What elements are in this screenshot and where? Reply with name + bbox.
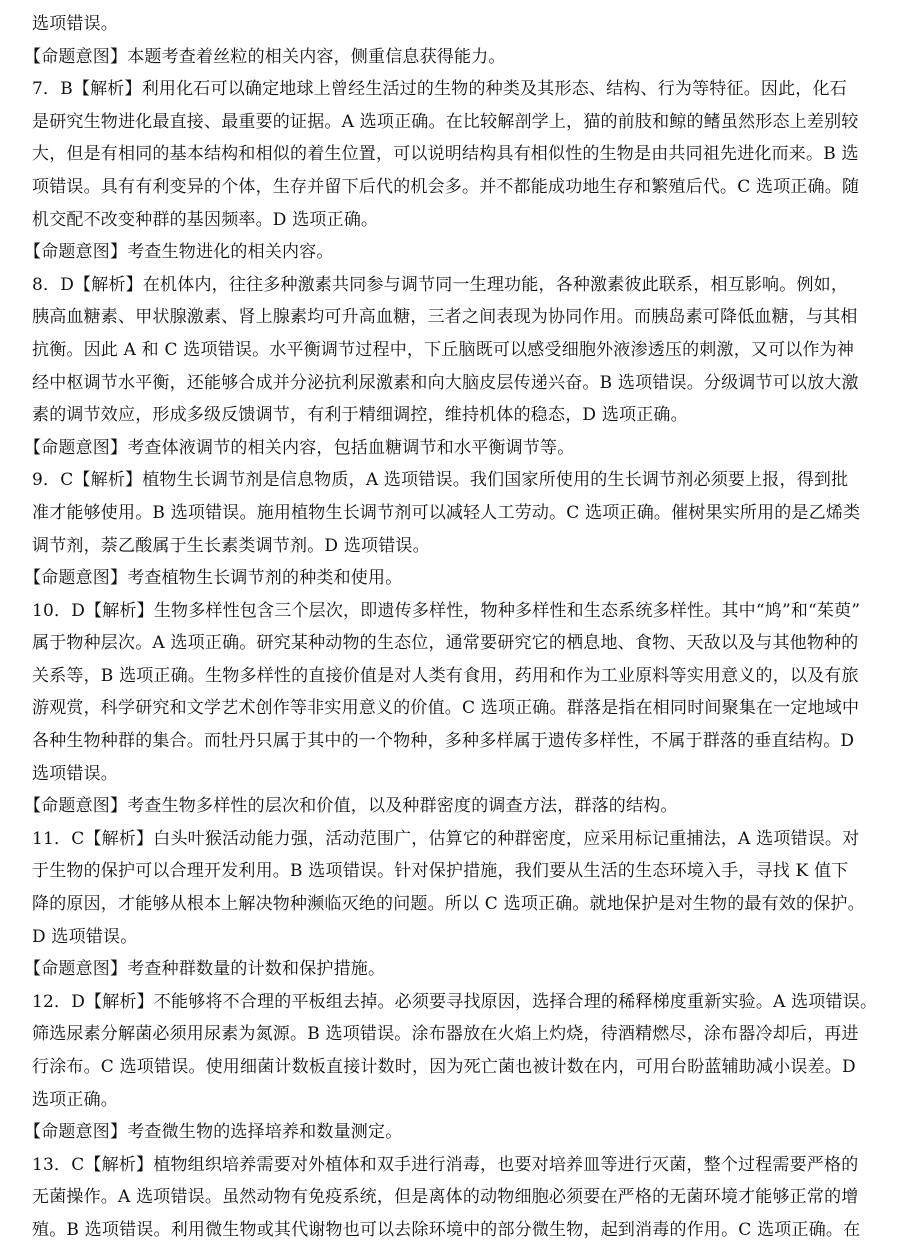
answer-paragraph <box>32 595 878 791</box>
text-line: 【命题意图】考查体液调节的相关内容，包括血糖调节和水平衡调节等。 <box>24 437 575 458</box>
text-line: 选项正确。 <box>32 1089 118 1110</box>
answer-paragraph <box>32 269 878 432</box>
text-line: 殖。B 选项错误。利用微生物或其代谢物也可以去除环境中的部分微生物，起到消毒的作用。C 选项正确。在 <box>32 1219 861 1240</box>
text-line: 机交配不改变种群的基因频率。D 选项正确。 <box>32 209 379 230</box>
answer-paragraph <box>32 1149 878 1247</box>
text-line: 于生物的保护可以合理开发利用。B 选项错误。针对保护措施，我们要从生活的生态环境入手，寻找 K 值下 <box>32 861 849 882</box>
text-line: 【命题意图】考查种群数量的计数和保护措施。 <box>24 959 386 980</box>
text-line: 胰高血糖素、甲状腺激素、肾上腺素均可升高血糖，三者之间表现为协同作用。而胰岛素可降低血糖，与其相 <box>32 307 858 328</box>
intent-paragraph <box>24 790 878 823</box>
text-line: 素的调节效应，形成多级反馈调节，有利于精细调控，维持机体的稳态，D 选项正确。 <box>32 405 688 426</box>
text-line: 筛选尿素分解菌必须用尿素为氮源。B 选项错误。涂布器放在火焰上灼烧，待酒精燃尽，涂布器冷却后，再进 <box>32 1024 859 1045</box>
text-line: 选项错误。 <box>32 763 118 784</box>
text-line: 【命题意图】考查植物生长调节剂的种类和使用。 <box>24 568 403 589</box>
text-line: 属于物种层次。A 选项正确。研究某种动物的生态位，通常要研究它的栖息地、食物、天敌以及与其他物种的 <box>32 633 859 654</box>
intent-paragraph <box>24 41 878 74</box>
text-line: 选项错误。 <box>32 14 118 34</box>
intent-paragraph <box>24 236 878 269</box>
answer-paragraph <box>32 73 878 236</box>
text-line: 【命题意图】考查微生物的选择培养和数量测定。 <box>24 1122 403 1143</box>
text-line: 7．B【解析】利用化石可以确定地球上曾经生活过的生物的种类及其形态、结构、行为等特征。因此，化石 <box>32 79 847 100</box>
text-line: 是研究生物进化最直接、最重要的证据。A 选项正确。在比较解剖学上，猫的前肢和鲸的鳍虽然形态上差别较 <box>32 111 859 132</box>
text-line: 【命题意图】考查生物多样性的层次和价值，以及种群密度的调查方法，群落的结构。 <box>24 796 678 817</box>
answer-paragraph <box>32 823 878 953</box>
text-line: 经中枢调节水平衡，还能够合成并分泌抗利尿激素和向大脑皮层传递兴奋。B 选项错误。分级调节可以放大激 <box>32 372 859 393</box>
text-line: 13．C【解析】植物组织培养需要对外植体和双手进行消毒，也要对培养皿等进行灭菌，整个过程需要严格的 <box>32 1154 859 1175</box>
answer-paragraph <box>32 464 878 562</box>
text-line: 无菌操作。A 选项错误。虽然动物有免疫系统，但是离体的动物细胞必须要在严格的无菌环境才能够正常的增 <box>32 1187 859 1208</box>
intent-paragraph <box>24 953 878 986</box>
text-line: 【命题意图】考查生物进化的相关内容。 <box>24 242 334 263</box>
text-line: 11．C【解析】白头叶猴活动能力强，活动范围广，估算它的种群密度，应采用标记重捕法，A 选项错误。对 <box>32 828 860 849</box>
answer-paragraph <box>32 8 878 41</box>
text-line: 各种生物种群的集合。而牡丹只属于其中的一个物种，多种多样属于遗传多样性，不属于群落的垂直结构。D <box>32 731 855 752</box>
answer-paragraph <box>32 986 878 1116</box>
text-line: 降的原因，才能够从根本上解决物种濒临灭绝的问题。所以 C 选项正确。就地保护是对生物的最有效的保护。 <box>32 894 865 915</box>
text-line: 项错误。具有有利变异的个体，生存并留下后代的机会多。并不都能成功地生存和繁殖后代。C 选项正确。随 <box>32 176 860 197</box>
text-line: 9．C【解析】植物生长调节剂是信息物质，A 选项错误。我们国家所使用的生长调节剂必须要上报，得到批 <box>32 470 849 491</box>
text-line: 8．D【解析】在机体内，往往多种激素共同参与调节同一生理功能，各种激素彼此联系，相互影响。例如， <box>32 274 849 295</box>
text-line: 【命题意图】本题考查着丝粒的相关内容，侧重信息获得能力。 <box>24 46 506 67</box>
text-line: D 选项错误。 <box>32 926 138 947</box>
text-line: 行涂布。C 选项错误。使用细菌计数板直接计数时，因为死亡菌也被计数在内，可用台盼蓝辅助减小误差。D <box>32 1057 856 1077</box>
text-line: 抗衡。因此 A 和 C 选项错误。水平衡调节过程中，下丘脑既可以感受细胞外液渗透压的刺激，又可以作为神 <box>32 339 855 360</box>
text-line: 大，但是有相同的基本结构和相似的着生位置，可以说明结构具有相似性的生物是由共同祖先进化而来。B 选 <box>32 144 859 165</box>
text-line: 关系等，B 选项正确。生物多样性的直接价值是对人类有食用，药用和作为工业原料等实用意义的，以及有旅 <box>32 665 859 686</box>
intent-paragraph <box>24 562 878 595</box>
text-line: 调节剂，萘乙酸属于生长素类调节剂。D 选项错误。 <box>32 535 430 556</box>
intent-paragraph <box>24 432 878 465</box>
text-line: 12．D【解析】不能够将不合理的平板组去掉。必须要寻找原因，选择合理的稀释梯度重新实验。A 选项错误。 <box>32 991 878 1012</box>
text-line: 游观赏，科学研究和文学艺术创作等非实用意义的价值。C 选项正确。群落是指在相同时间聚集在一定地域中 <box>32 698 860 719</box>
text-line: 10．D【解析】生物多样性包含三个层次，即遗传多样性，物种多样性和生态系统多样性。其中“鸠”和“茱萸” <box>32 600 861 621</box>
intent-paragraph <box>24 1116 878 1149</box>
text-line: 准才能够使用。B 选项错误。施用植物生长调节剂可以减轻人工劳动。C 选项正确。催树果实所用的是乙烯类 <box>32 502 861 523</box>
